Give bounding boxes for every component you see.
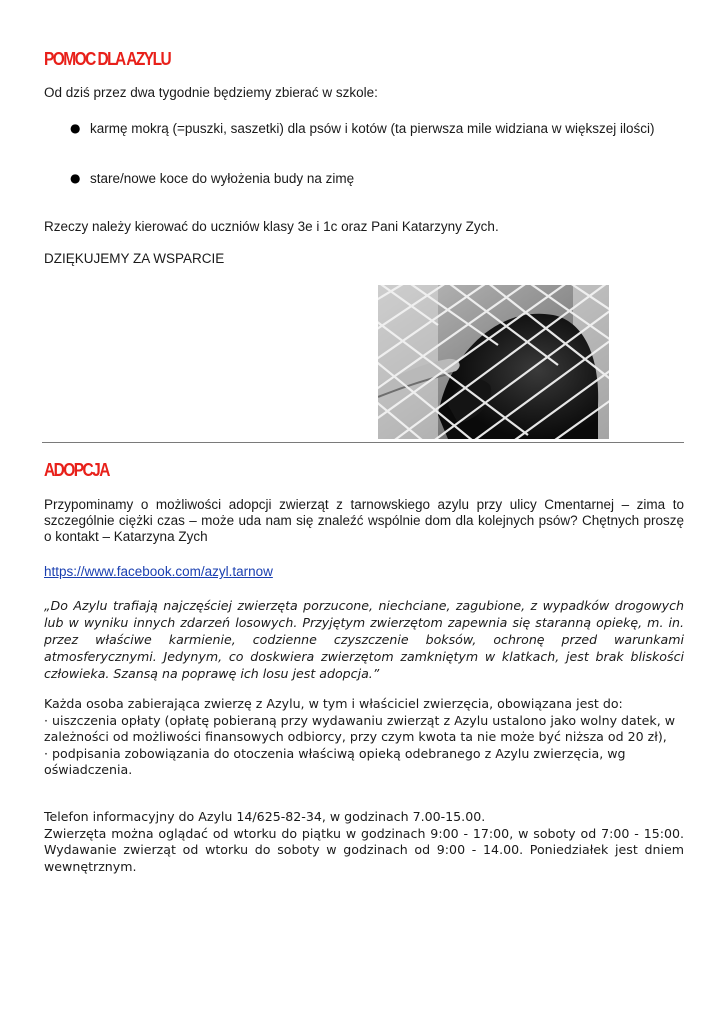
thanks-text: DZIĘKUJEMY ZA WSPARCIE: [44, 251, 225, 266]
obligations-intro: Każda osoba zabierająca zwierzę z Azylu, w tym i właściciel zwierzęcia, obowiązana jest do:: [44, 696, 623, 711]
obligation-item-1: · uiszczenia opłaty (opłatę pobieraną przy wydawaniu zwierząt z Azylu ustalono jako wolny datek, w zależności od możliwości finansowych odbiorcy, przy czym kwota ta nie może być niższa od 20 zł),: [44, 712, 676, 744]
shelter-quote: „Do Azylu trafiają najczęściej zwierzęta porzucone, niechciane, zagubione, z wypadków drogowych lub w wyniku innych zdarzeń losowych. Przyjętym zwierzętom zapewnia się staranną opiekę, m. in. przez właściwe karmienie, codzienne czyszczenie boksów, ochronę przed warunkami atmosferycznymi. Jedynym, co doskwiera zwierzętom zamkniętym w klatkach, jest brak bliskości człowieka. Szansą na poprawę ich losu jest adopcja.”: [44, 598, 684, 681]
heading-adopcja: ADOPCJA: [44, 460, 109, 480]
obligation-item-2: · podpisania zobowiązania do otoczenia właściwą opieką odebranego z Azylu zwierzęcia, wg oświadczenia.: [44, 745, 626, 777]
bullet-text: karmę mokrą (=puszki, saszetki) dla psów i kotów (ta pierwsza mile widziana w większej ilości): [90, 121, 655, 136]
dog-behind-fence-photo: [378, 285, 609, 439]
intro-text: Od dziś przez dwa tygodnie będziemy zbierać w szkole:: [44, 85, 378, 100]
heading-pomoc-dla-azylu: POMOC DLA AZYLU: [44, 49, 171, 69]
bullet-icon: ●: [70, 171, 81, 185]
contact-block: [44, 809, 684, 875]
section-divider: [42, 442, 684, 443]
phone-info: Telefon informacyjny do Azylu 14/625-82-34, w godzinach 7.00-15.00.: [44, 809, 486, 824]
adoption-reminder: Przypominamy o możliwości adopcji zwierząt z tarnowskiego azylu przy ulicy Cmentarnej – zima to szczególnie ciężki czas – może uda nam się znaleźć wspólnie dom dla kolejnych psów? Chętnych proszę o kontakt – Katarzyna Zych: [44, 497, 684, 544]
bullet-icon: ●: [70, 121, 81, 135]
bullet-text: stare/nowe koce do wyłożenia budy na zimę: [90, 171, 355, 186]
obligations-block: [44, 696, 684, 779]
facebook-link[interactable]: https://www.facebook.com/azyl.tarnow: [44, 564, 273, 579]
delivery-text: Rzeczy należy kierować do uczniów klasy 3e i 1c oraz Pani Katarzyny Zych.: [44, 219, 499, 234]
visiting-hours: Zwierzęta można oglądać od wtorku do piątku w godzinach 9:00 - 17:00, w soboty od 7:00 - 15:00. Wydawanie zwierząt od wtorku do soboty w godzinach od 9:00 - 14.00. Poniedziałek jest dniem wewnętrznym.: [44, 825, 684, 874]
